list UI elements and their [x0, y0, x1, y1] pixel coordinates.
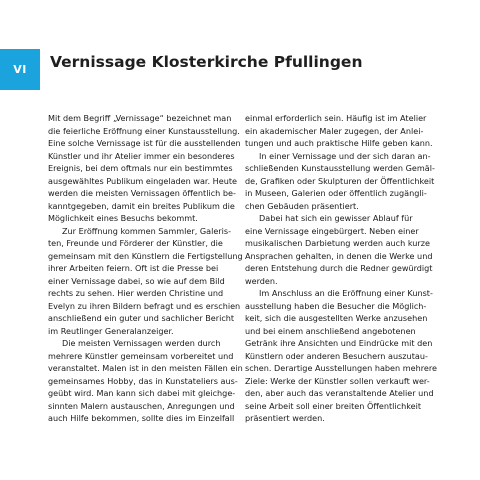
- text-line: In einer Vernissage und der sich daran an-: [259, 150, 431, 161]
- text-line: den, aber auch das veranstaltende Atelier und: [245, 388, 434, 398]
- text-line: auch Hilfe bekommen, sollte dies im Einzelfall: [48, 413, 235, 423]
- text-line: geübt wird. Man kann sich dabei mit gleichge-: [48, 388, 236, 398]
- text-line: im Reutlinger Generalanzeiger.: [48, 325, 174, 336]
- paragraph: [245, 150, 437, 213]
- text-line: kanntgegeben, damit ein breites Publikum die: [48, 200, 235, 211]
- text-line: ihrer Arbeiten feiern. Oft ist die Presse bei: [48, 263, 219, 273]
- text-line: Dabei hat sich ein gewisser Ablauf für: [259, 213, 413, 223]
- text-line: tungen und auch praktische Hilfe geben kann.: [245, 138, 433, 148]
- text-line: die feierliche Eröffnung einer Kunstausstellung.: [48, 125, 240, 136]
- section-label: VI: [13, 63, 27, 76]
- text-line: mehrere Künstler gemeinsam vorbereitet und: [48, 350, 234, 361]
- text-line: Eine solche Vernissage ist für die ausstellenden: [48, 138, 241, 148]
- text-line: de, Grafiken oder Skulpturen der Öffentlichkeit: [245, 175, 435, 186]
- text-line: Mit dem Begriff „Vernissage“ bezeichnet man: [48, 113, 232, 123]
- text-line: Evelyn zu ihren Bildern befragt und es erschien: [48, 300, 241, 311]
- text-column-right: [245, 112, 437, 425]
- text-line: sinnten Malern austauschen, Anregungen und: [48, 400, 235, 411]
- text-line: Die meisten Vernissagen werden durch: [62, 338, 221, 348]
- text-line: eine Vernissage eingebürgert. Neben einer: [245, 225, 419, 236]
- text-line: rechts zu sehen. Hier werden Christine und: [48, 288, 224, 298]
- text-line: Ziele: Werke der Künstler sollen verkauft wer-: [245, 375, 430, 386]
- text-column-left: [48, 112, 243, 425]
- text-line: ten, Freunde und Förderer der Künstler, die: [48, 238, 223, 248]
- text-line: ausstellung haben die Besucher die Möglich-: [245, 300, 427, 311]
- text-line: anschließend ein guter und sachlicher Bericht: [48, 313, 235, 323]
- text-line: veranstaltet. Malen ist in den meisten Fällen ein: [48, 363, 243, 373]
- page-title: Vernissage Klosterkirche Pfullingen: [50, 53, 363, 71]
- paragraph: [48, 225, 243, 338]
- text-line: gemeinsames Hobby, das in Kunstateliers aus-: [48, 375, 238, 386]
- paragraph: [245, 112, 437, 150]
- text-line: einmal erforderlich sein. Häufig ist im Atelier: [245, 113, 427, 123]
- text-line: werden.: [245, 275, 278, 286]
- text-line: Künstler und ihr Atelier immer ein besonderes: [48, 150, 235, 161]
- paragraph: [48, 112, 240, 225]
- text-line: ausgewähltes Publikum eingeladen war. Heute: [48, 175, 238, 186]
- text-line: Im Anschluss an die Eröffnung einer Kunst-: [259, 288, 433, 298]
- text-line: werden die meisten Vernissagen öffentlich be-: [48, 188, 236, 198]
- text-line: schen. Derartige Ausstellungen haben mehrere: [245, 363, 437, 373]
- text-line: keit, sich die ausgestellten Werke anzusehen: [245, 313, 428, 323]
- text-line: Getränk ihre Ansichten und Eindrücke mit den: [245, 338, 433, 348]
- text-line: Möglichkeit eines Besuchs bekommt.: [48, 213, 198, 223]
- text-line: Zur Eröffnung kommen Sammler, Galeris-: [62, 225, 232, 236]
- paragraph: [245, 212, 437, 287]
- text-line: Ansprachen gehalten, in denen die Werke und: [245, 250, 433, 261]
- text-line: chen Gebäuden präsentiert.: [245, 200, 359, 211]
- text-line: gemeinsam mit den Künstlern die Fertigstellung: [48, 250, 243, 261]
- text-line: Künstlern oder anderen Besuchern auszutau-: [245, 350, 428, 361]
- text-line: präsentiert werden.: [245, 413, 325, 423]
- paragraph: [48, 337, 243, 425]
- text-line: einer Vernissage dabei, so wie auf dem Bild: [48, 275, 225, 286]
- text-line: schließenden Kunstausstellung werden Gemäl-: [245, 163, 435, 173]
- section-badge: [0, 49, 40, 90]
- text-line: in Museen, Galerien oder öffentlich zugängli-: [245, 188, 427, 198]
- text-line: Ereignis, bei dem oftmals nur ein bestimmtes: [48, 163, 233, 173]
- paragraph: [245, 287, 437, 425]
- text-line: seine Arbeit soll einer breiten Öffentlichkeit: [245, 400, 422, 411]
- text-line: ein akademischer Maler zugegen, der Anlei-: [245, 125, 424, 136]
- text-line: musikalischen Darbietung werden auch kurze: [245, 238, 430, 248]
- text-line: deren Entstehung durch die Redner gewürdigt: [245, 263, 433, 273]
- text-line: und bei einem anschließend angebotenen: [245, 325, 416, 336]
